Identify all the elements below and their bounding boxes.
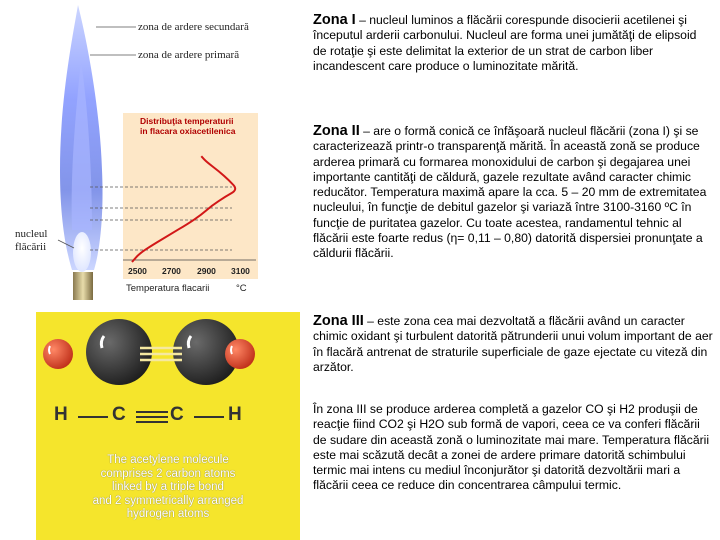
caption-line: hydrogen atoms xyxy=(126,508,210,520)
zone3-paragraph xyxy=(313,314,713,375)
zone2-paragraph xyxy=(313,124,713,262)
formula-triple-bond-2 xyxy=(136,416,168,418)
x-tick-label: 3100 xyxy=(231,266,250,276)
formula-single-bond-left xyxy=(78,416,108,418)
formula-triple-bond-1 xyxy=(136,411,168,413)
zone1-paragraph xyxy=(313,13,713,74)
hydrogen-atom-left xyxy=(43,339,73,369)
chart-title-line2: in flacara oxiacetilenica xyxy=(140,126,236,136)
temperature-chart-panel xyxy=(123,113,258,279)
formula-triple-bond-3 xyxy=(136,421,168,423)
zone1-body: – nucleul luminos a flăcării corespunde disocierii acetilenei şi începutul arderii carbonului. Nucleul are forma unei jumătăţi de elipsoid de rotaţie şi este delimitat la exterior de un strat de carbon liber incandescent care produce o luminozitate mărită. xyxy=(313,13,697,73)
zone2-title: Zona II xyxy=(313,123,360,139)
acetylene-molecule-panel xyxy=(36,312,300,540)
torch-nozzle xyxy=(73,272,93,300)
zone3-paragraph-2: În zona III se produce arderea completă a gazelor CO şi H2 produşii de reacţie fiind CO2 şi H2O sub formă de vapori, ceea ce va conferi flăcării de sudare din această zonă o luminozitate mai mare. Temperatura flăcării este mai scăzută decât a zonei de ardere primare datorită schimbului termic mai intens cu mediul înconjurător şi datorită dezvoltării mari a flăcării ceea ce reduce din concentrarea câmpului termic. xyxy=(313,402,710,493)
carbon-atom-left xyxy=(86,319,152,385)
x-tick-label: 2700 xyxy=(162,266,181,276)
caption-line: The acetylene molecule xyxy=(107,454,229,466)
zone3-title: Zona III xyxy=(313,313,364,329)
hydrogen-atom-right xyxy=(225,339,255,369)
formula-atom-h-right: H xyxy=(228,404,242,425)
formula-single-bond-right xyxy=(194,416,224,418)
x-tick-label: 2900 xyxy=(197,266,216,276)
caption-line: linked by a triple bond xyxy=(112,481,224,493)
flame-temperature-figure xyxy=(10,0,310,300)
label-secondary-zone: zona de ardere secundară xyxy=(138,21,249,33)
caption-line: comprises 2 carbon atoms xyxy=(100,467,236,480)
x-axis-title: Temperatura flacarii xyxy=(126,283,210,294)
molecule-model xyxy=(36,316,300,396)
caption-line: and 2 symmetrically arranged xyxy=(92,494,244,507)
x-axis-unit: °C xyxy=(236,283,247,294)
label-nucleus-line2: flăcării xyxy=(15,241,47,253)
x-tick-label: 2500 xyxy=(128,266,147,276)
chart-title-line1: Distribuţia temperaturii xyxy=(140,116,234,126)
molecule-caption xyxy=(42,454,294,522)
formula-atom-c-left: C xyxy=(112,404,126,425)
flame-nucleus xyxy=(73,232,91,272)
zone1-title: Zona I xyxy=(313,12,356,28)
label-primary-zone: zona de ardere primară xyxy=(138,49,240,61)
label-nucleus-line1: nucleul xyxy=(15,228,48,240)
zone2-body: – are o formă conică ce înfăşoară nucleul flăcării (zona I) şi se caracterizează printr-o transparenţă mărită. În această zonă se produce arderea primară cu formarea monoxidului de carbon şi degajarea unei importante cantităţi de căldură, gazele rezultate având caracter chimic reducător. Temperatura maximă apare la cca. 5 – 20 mm de extremitatea nucleului, în funcţie de debitul gazelor şi variază între 3100-3160 ºC în funcţie de puritatea gazelor. Cu toate acestea, randamentul tehnic al flăcării este foarte redus (η= 0,11 – 0,80) datorită dispersiei pronunţate a căldurii flăcării. xyxy=(313,124,707,261)
zone3-body: – este zona cea mai dezvoltată a flăcării având un caracter chimic oxidant şi turbulent datorită pătrunderii unui volum important de aer în flacără antrenat de straturile superficiale de gaze ejectate cu viteză din arzător. xyxy=(313,314,713,374)
formula-atom-h-left: H xyxy=(54,404,68,425)
formula-atom-c-right: C xyxy=(170,404,184,425)
